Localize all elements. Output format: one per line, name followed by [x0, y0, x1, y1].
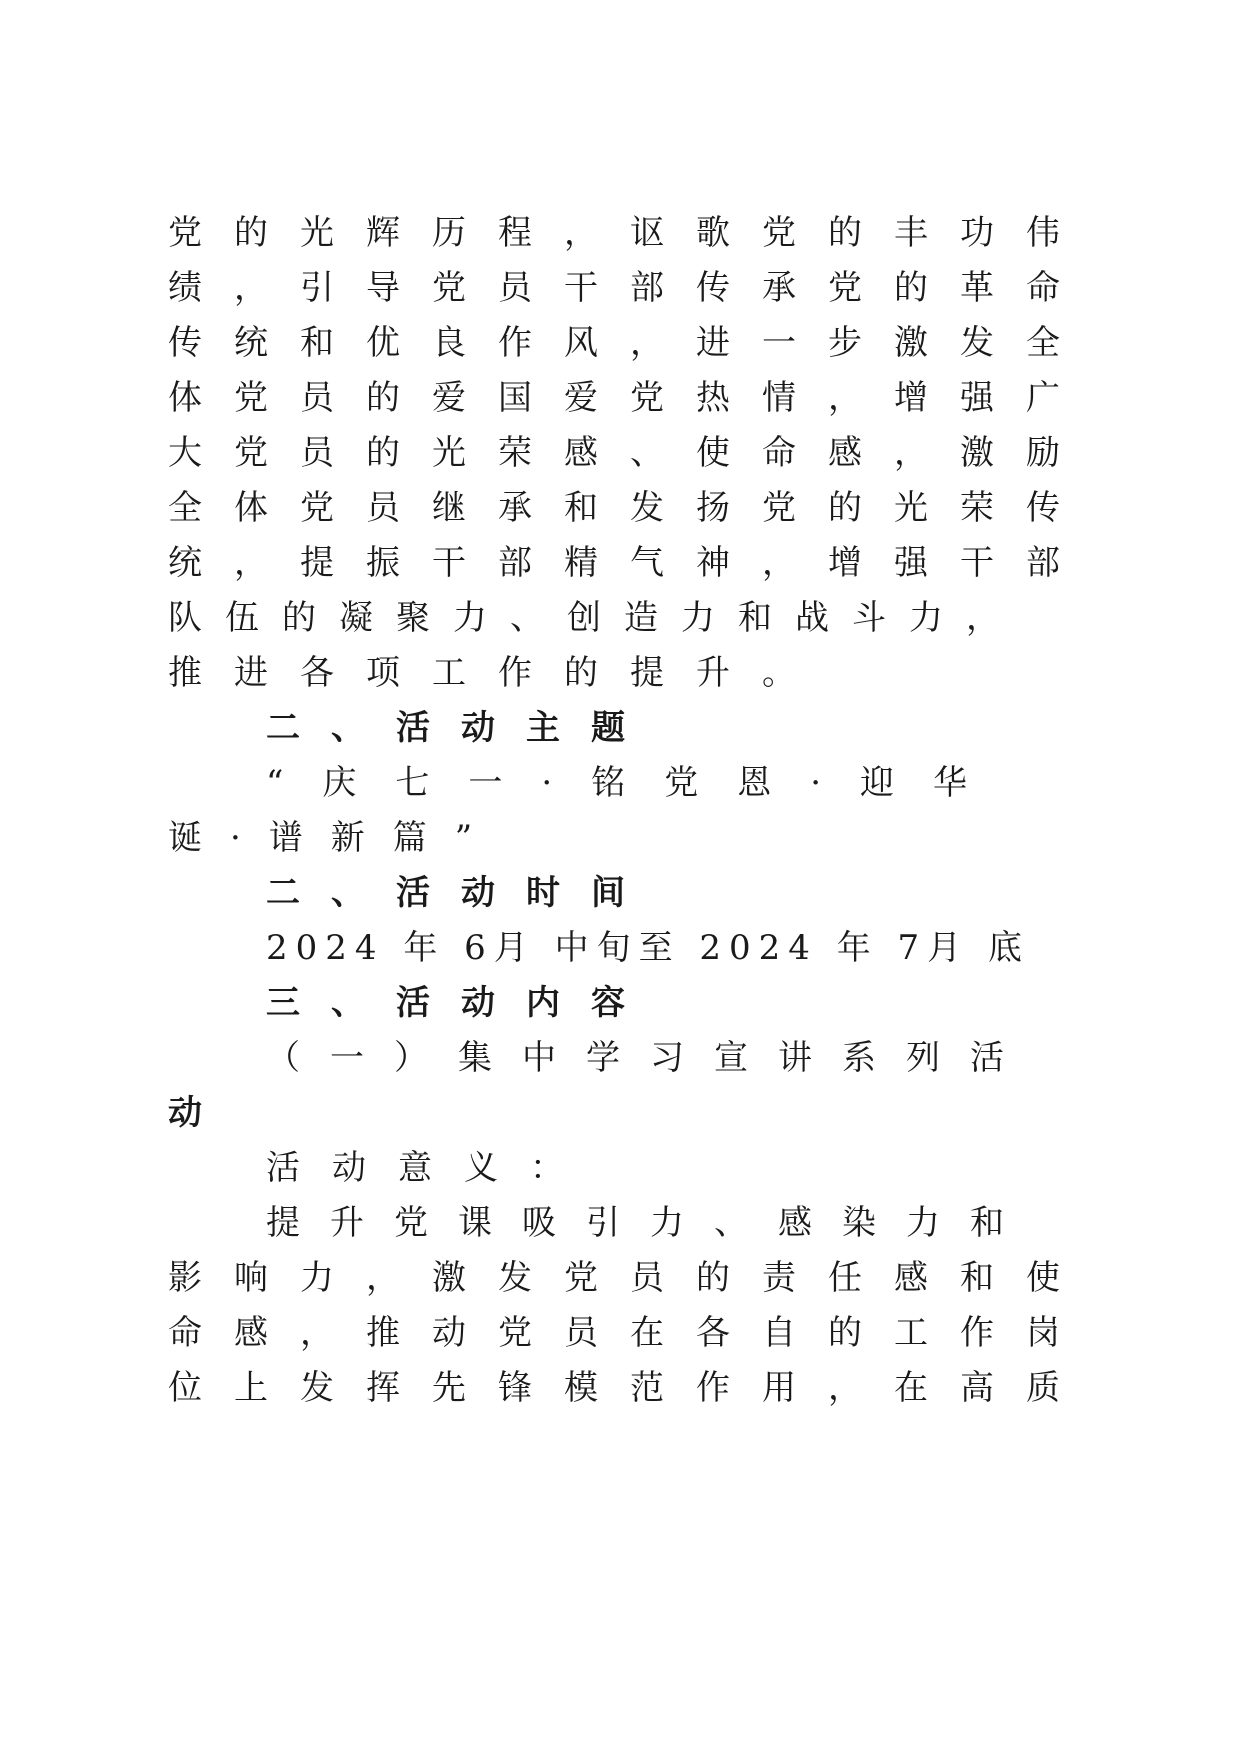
body-line: 位上发挥先锋模范作用，在高质	[168, 1368, 1092, 1408]
body-line: 全体党员继承和发扬党的光荣传	[168, 488, 1092, 528]
theme-line: 诞·谱新篇”	[168, 818, 501, 858]
theme-line: “庆七一·铭党恩·迎华	[266, 763, 1006, 803]
body-line: 大党员的光荣感、使命感，激励	[168, 433, 1092, 473]
sub-heading: （一）集中学习宣讲系列活	[266, 1038, 1034, 1078]
section-heading-content: 三、活动内容	[266, 983, 656, 1023]
body-line: 党的光辉历程，讴歌党的丰功伟	[168, 213, 1092, 253]
body-line: 队伍的凝聚力、创造力和战斗力，	[168, 598, 1023, 638]
significance-label: 活动意义：	[266, 1148, 596, 1188]
body-line: 传统和优良作风，进一步激发全	[168, 323, 1092, 363]
body-line: 推进各项工作的提升。	[168, 653, 828, 693]
body-line: 影响力，激发党员的责任感和使	[168, 1258, 1092, 1298]
body-line: 绩，引导党员干部传承党的革命	[168, 268, 1092, 308]
sub-heading-continued: 动	[168, 1093, 202, 1133]
body-line: 命感，推动党员在各自的工作岗	[168, 1313, 1092, 1353]
body-line: 体党员的爱国爱党热情，增强广	[168, 378, 1092, 418]
time-text: 2024 年 6月 中旬至 2024 年 7月 底	[266, 928, 1030, 968]
section-heading-theme: 二、活动主题	[266, 708, 656, 748]
section-heading-time: 二、活动时间	[266, 873, 656, 913]
body-line: 提升党课吸引力、感染力和	[266, 1203, 1034, 1243]
body-line: 统，提振干部精气神，增强干部	[168, 543, 1092, 583]
